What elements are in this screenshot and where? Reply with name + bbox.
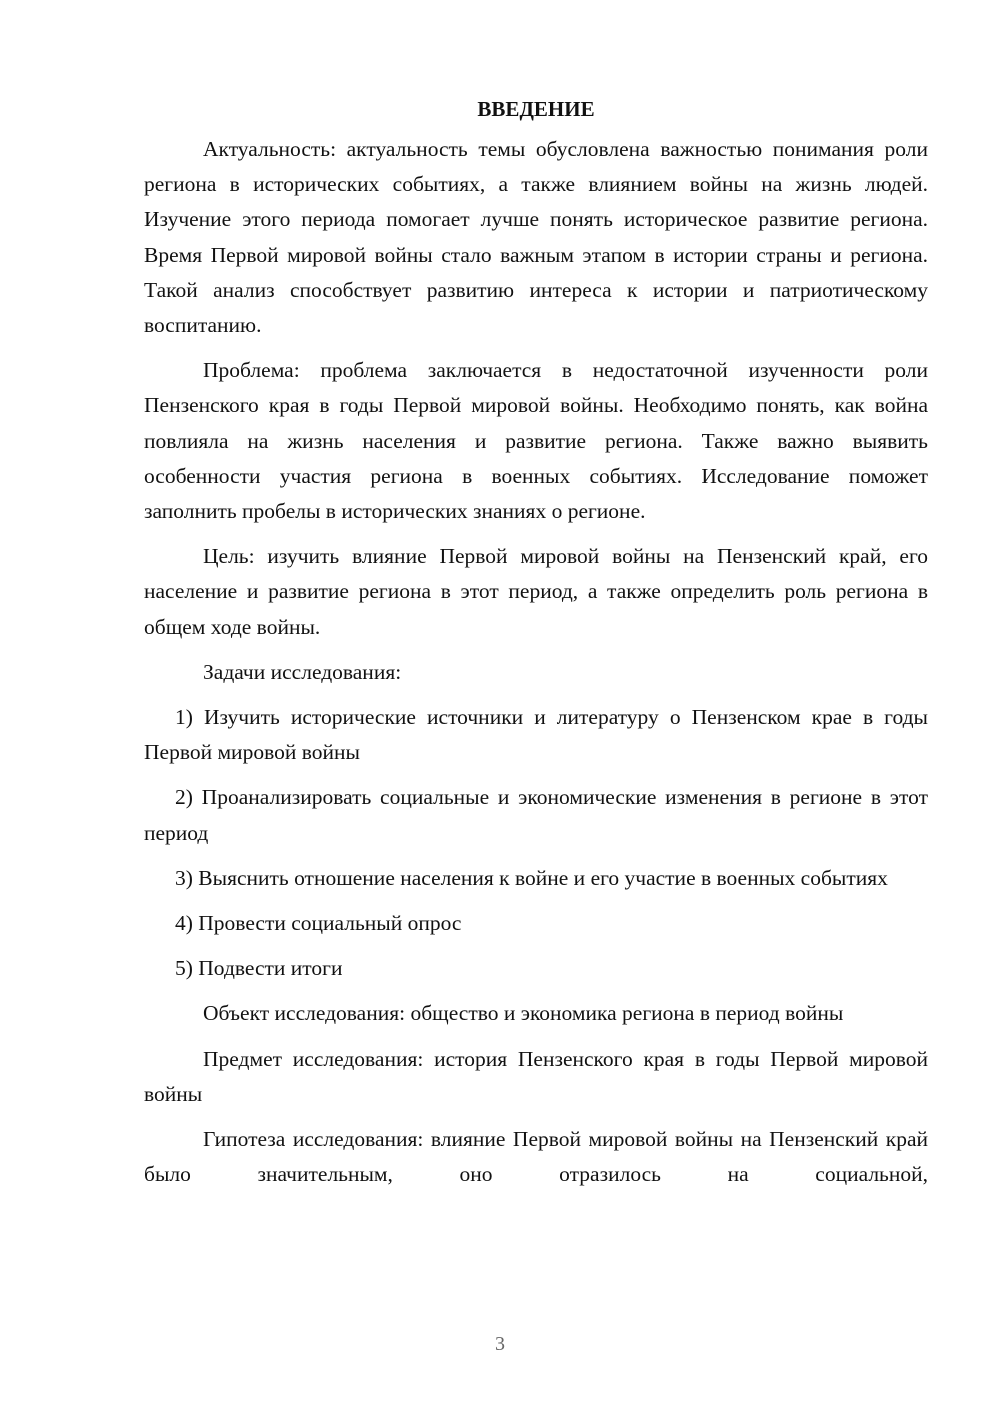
document-page	[144, 92, 928, 1192]
task-item: 2) Проанализировать социальные и экономические изменения в регионе в этот период	[144, 785, 928, 845]
section-title: ВВЕДЕНИЕ	[477, 97, 595, 121]
task-item: 1) Изучить исторические источники и литературу о Пензенском крае в годы Первой мировой войны	[144, 705, 928, 765]
paragraph-relevance: Актуальность: актуальность темы обусловлена важностью понимания роли региона в исторических событиях, а также влиянием войны на жизнь людей. Изучение этого периода помогает лучше понять историческое развитие региона. Время Первой мировой войны стало важным этапом в истории страны и региона. Такой анализ способствует развитию интереса к истории и патриотическому воспитанию.	[144, 137, 928, 338]
paragraph-hypothesis: Гипотеза исследования: влияние Первой мировой войны на Пензенский край было значительным, оно отразилось на социальной,	[144, 1127, 928, 1187]
paragraph-object: Объект исследования: общество и экономика региона в период войны	[203, 1001, 844, 1026]
paragraph-tasks-heading: Задачи исследования:	[203, 659, 402, 684]
paragraph-problem: Проблема: проблема заключается в недостаточной изученности роли Пензенского края в годы Первой мировой войны. Необходимо понять, как война повлияла на жизнь населения и развитие региона. Также важно выявить особенности участия региона в военных событиях. Исследование поможет заполнить пробелы в исторических знаниях о регионе.	[144, 358, 928, 524]
paragraph-subject: Предмет исследования: история Пензенского края в годы Первой мировой войны	[144, 1046, 928, 1106]
paragraph-goal: Цель: изучить влияние Первой мировой войны на Пензенский край, его население и развитие региона в этот период, а также определить роль региона в общем ходе войны.	[144, 544, 928, 639]
page-number: 3	[495, 1333, 505, 1355]
task-item: 4) Провести социальный опрос	[175, 911, 462, 936]
task-item: 5) Подвести итоги	[175, 956, 343, 981]
task-item: 3) Выяснить отношение населения к войне и его участие в военных событиях	[175, 865, 888, 890]
